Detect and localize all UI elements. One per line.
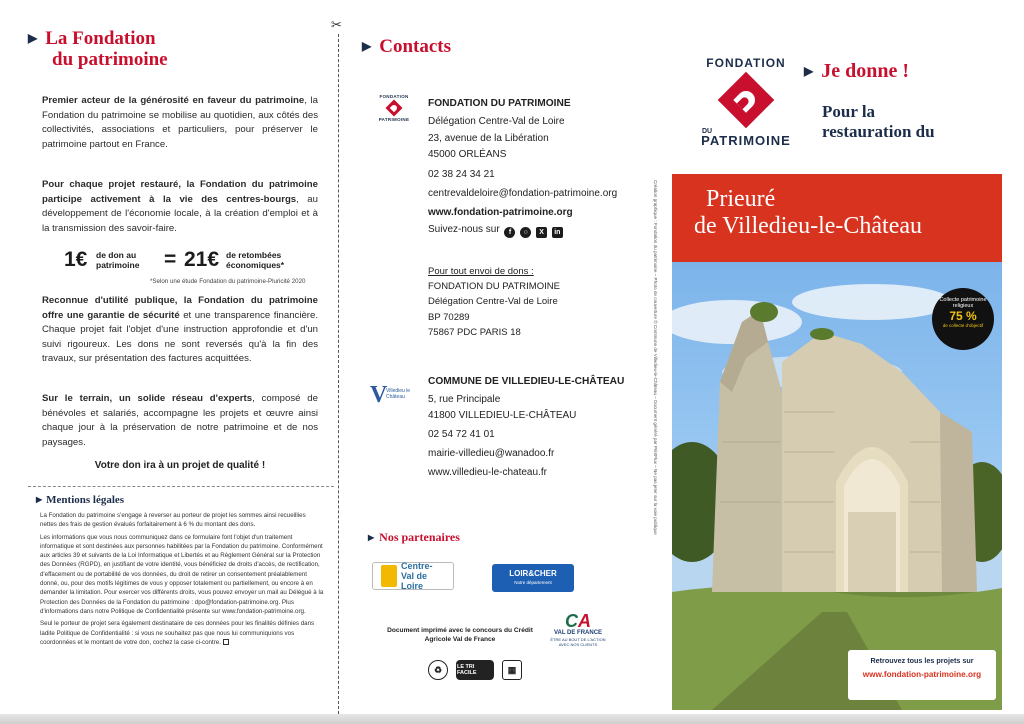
equation-footnote: *Selon une étude Fondation du patrimoine-Pluricité 2020 xyxy=(150,278,306,285)
trust-paragraph: Reconnue d'utilité publique, la Fondation du patrimoine offre une garantie de sécurité et une transparence financière. Chaque projet fait l'objet d'une instruction approfondie et d'un suivi rigoureux. Les dons ne sont reversés qu'à la fin des travaux, sur présentation des factures acquittées. xyxy=(42,295,318,365)
facebook-icon[interactable]: f xyxy=(504,227,515,238)
legal-paragraph: Les informations que vous nous communiquez dans ce formulaire font l'objet d'un traitement informatique et sont destinées aux personnes habilitées par la Fondation du patrimoine. Conformément aux articles 39 et suivants de la Loi Informatique et Libertés et au Règlement Général sur la Protection des Données (RGPD), en justifiant de votre identité, vous bénéficiez de droits d'accès, de rectification, d'effacement ou de portabilité de vos données, du droit de retirer un consentement préalablement donné, ou, pour des motifs légitimes de vous y opposer totalement ou partiellement, ou encore à en demander la limitation. Pour exercer vos différents droits, vous pouvez envoyer un mail au Délégué à la Protection des Données de la Fondation du patrimoine : dpo@fondation-patrimoine.org. Plus d'informations dans notre Politique de Confidentialité présente sur www.fondation-patrimoine.org. xyxy=(40,533,324,615)
restoration-subtitle: Pour la restauration du xyxy=(822,102,935,141)
commune-phone: 02 54 72 41 01 xyxy=(428,429,495,440)
paper-label-icon: ▦ xyxy=(502,660,522,680)
collection-badge: Collecte patrimoine religieux 75 % de collecte d'objectif xyxy=(932,288,994,350)
fondation-logo-small: FONDATION PATRIMOINE xyxy=(378,94,410,122)
panel-fondation xyxy=(28,28,318,70)
fondation-contact: FONDATION DU PATRIMOINE Délégation Centre-Val de Loire 23, avenue de la Libération 45000 ORLÉANS 02 38 24 34 21 centrevaldeloire@fondation-patrimoine.org www.fondation-patrimoine.org Suivez-nous sur f ○ X in xyxy=(428,96,617,238)
je-donne-heading: ▶ Je donne ! xyxy=(804,60,910,82)
arrow-icon: ▶ xyxy=(804,64,814,78)
fondation-website-link[interactable]: www.fondation-patrimoine.org xyxy=(428,207,573,219)
legal-paragraph: Seul le porteur de projet sera également destinataire de ces données pour les finalités définies dans ladite Politique de Confidentialité : si vous ne souhaitez pas que nous lui communiquions vos coordonnées et le montant de votre don, cochez la case ci-contre. xyxy=(40,620,315,646)
fondation-logo-large: FONDATION DU PATRIMOINE xyxy=(701,56,791,148)
linkedin-icon[interactable]: in xyxy=(552,227,563,238)
region-flag-icon xyxy=(381,565,397,587)
commune-email[interactable]: mairie-villedieu@wanadoo.fr xyxy=(428,448,555,459)
experts-paragraph: Sur le terrain, un solide réseau d'experts, composé de bénévoles et salariés, accompagne les projets et œuvre ainsi chaque jour à la préservation de notre patrimoine et de nos paysages. xyxy=(42,393,318,448)
arrow-icon: ▶ xyxy=(36,495,43,504)
legal-divider xyxy=(28,486,334,487)
priory-photo xyxy=(672,262,1002,710)
panel1-heading: ▶ La Fondation du patrimoine xyxy=(28,28,168,70)
arrow-icon: ▶ xyxy=(28,31,38,45)
partner-logo-loir-et-cher: LOIR&CHER Notre département xyxy=(492,564,574,592)
arrow-icon: ▶ xyxy=(368,533,375,542)
social-row: Suivez-nous sur f ○ X in xyxy=(428,222,617,238)
project-title-band xyxy=(672,174,1002,262)
projects-paragraph: Pour chaque projet restauré, la Fondation du patrimoine participe activement à la vie des centres-bourgs, au développement de l'économie locale, à la création d'emploi et à la transmission des savoir-faire. xyxy=(42,179,318,234)
printed-by-credit: Document imprimé avec le concours du Crédit Agricole Val de France xyxy=(387,627,533,643)
project-title: Prieuré de Villedieu-le-Château xyxy=(694,186,923,239)
commune-v-icon: V xyxy=(370,382,388,408)
fondation-email[interactable]: centrevaldeloire@fondation-patrimoine.org xyxy=(428,188,618,200)
donation-mailing-address: Pour tout envoi de dons : FONDATION DU PATRIMOINE Délégation Centre-Val de Loire BP 70289 75867 PDC PARIS 18 xyxy=(428,266,560,338)
instagram-icon[interactable]: ○ xyxy=(520,227,531,238)
commune-website-link[interactable]: www.villedieu-le-chateau.fr xyxy=(428,467,547,478)
legal-heading: ▶ Mentions légales xyxy=(36,494,125,506)
intro-paragraph: Premier acteur de la générosité en faveur du patrimoine, la Fondation du patrimoine se mobilise au quotidien, aux côtés des collectivités, associations et particuliers, pour préserver le patrimoine partout en France. xyxy=(42,95,318,150)
partner-logo-centre-val-de-loire: Centre-Val de Loire xyxy=(372,562,454,590)
scissors-icon: ✂ xyxy=(331,17,342,32)
closing-line: Votre don ira à un projet de qualité ! xyxy=(94,460,266,471)
legal-text xyxy=(40,511,324,650)
projects-website-link[interactable]: www.fondation-patrimoine.org xyxy=(862,670,982,679)
tri-facile-icon: LE TRI FACILE xyxy=(456,660,494,680)
arrow-icon: ▶ xyxy=(362,39,372,53)
eco-icons-row xyxy=(428,660,522,680)
fondation-phone: 02 38 24 34 21 xyxy=(428,168,495,180)
contacts-heading: ▶ Contacts xyxy=(362,36,452,57)
cut-line xyxy=(338,34,339,714)
vertical-credits: Création graphique : Fondation du patrimoine – Photo de couverture © Commune de Villedieu-le-Château – Document généré par PrintFlux – Ne pas jeter sur la voie publique xyxy=(653,180,658,535)
fondation-diamond-icon xyxy=(386,100,403,117)
scan-bottom-edge xyxy=(0,714,1024,724)
x-twitter-icon[interactable]: X xyxy=(536,227,547,238)
fondation-diamond-icon xyxy=(718,72,775,129)
credit-agricole-mark-icon: CA xyxy=(565,611,591,631)
projects-website-box: Retrouvez tous les projets sur www.fondation-patrimoine.org xyxy=(848,650,996,700)
consent-checkbox[interactable] xyxy=(223,639,229,645)
partners-heading: ▶ Nos partenaires xyxy=(368,530,460,544)
donation-equation: 1€ de don au patrimoine = 21€ de retombées économiques* xyxy=(64,248,285,271)
recycle-icon: ♻ xyxy=(428,660,448,680)
commune-logo: V Villedieu le Château xyxy=(370,382,411,408)
credit-agricole-logo: CA VAL DE FRANCE ÊTRE AU BOUT DE L'ACTION AVEC NOS CLIENTS xyxy=(548,612,608,647)
legal-paragraph: La Fondation du patrimoine s'engage à reverser au porteur de projet les sommes ainsi recueillies nettes des frais de gestion évalués forfaitairement à 6 % du montant des dons. xyxy=(40,512,306,529)
commune-contact: COMMUNE DE VILLEDIEU-LE-CHÂTEAU 5, rue Principale 41800 VILLEDIEU-LE-CHÂTEAU 02 54 72 41 01 mairie-villedieu@wanadoo.fr www.villedieu-le-chateau.fr xyxy=(428,374,624,481)
